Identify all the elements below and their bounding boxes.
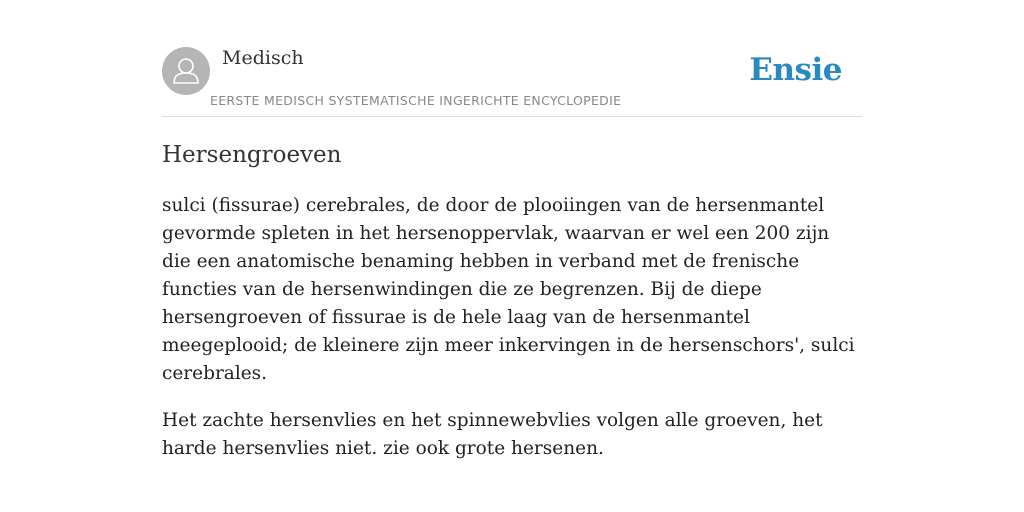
page bbox=[162, 0, 862, 512]
site-name[interactable]: Medisch bbox=[222, 47, 304, 69]
brand-logo[interactable]: Ensie bbox=[749, 52, 842, 88]
site-tagline: EERSTE MEDISCH SYSTEMATISCHE INGERICHTE ENCYCLOPEDIE bbox=[210, 93, 622, 108]
avatar[interactable] bbox=[162, 47, 210, 95]
article-paragraph: Het zachte hersenvlies en het spinnewebvlies volgen alle groeven, het harde hersenvlies niet. zie ook grote hersenen. bbox=[162, 410, 823, 459]
article-title: Hersengroeven bbox=[162, 142, 342, 168]
header bbox=[162, 0, 862, 117]
user-icon bbox=[162, 47, 210, 95]
article-paragraph: sulci (fissurae) cerebrales, de door de plooiingen van de hersenmantel gevormde spleten in het hersenoppervlak, waarvan er wel een 200 zijn die een anatomische benaming hebben in verband met de frenische functies van de hersenwindingen die ze begrenzen. Bij de diepe hersengroeven of fissurae is de hele laag van de hersenmantel meegeplooid; de kleinere zijn meer inkervingen in de hersenschors', sulci cerebrales. bbox=[162, 195, 855, 384]
article-body bbox=[162, 192, 862, 463]
